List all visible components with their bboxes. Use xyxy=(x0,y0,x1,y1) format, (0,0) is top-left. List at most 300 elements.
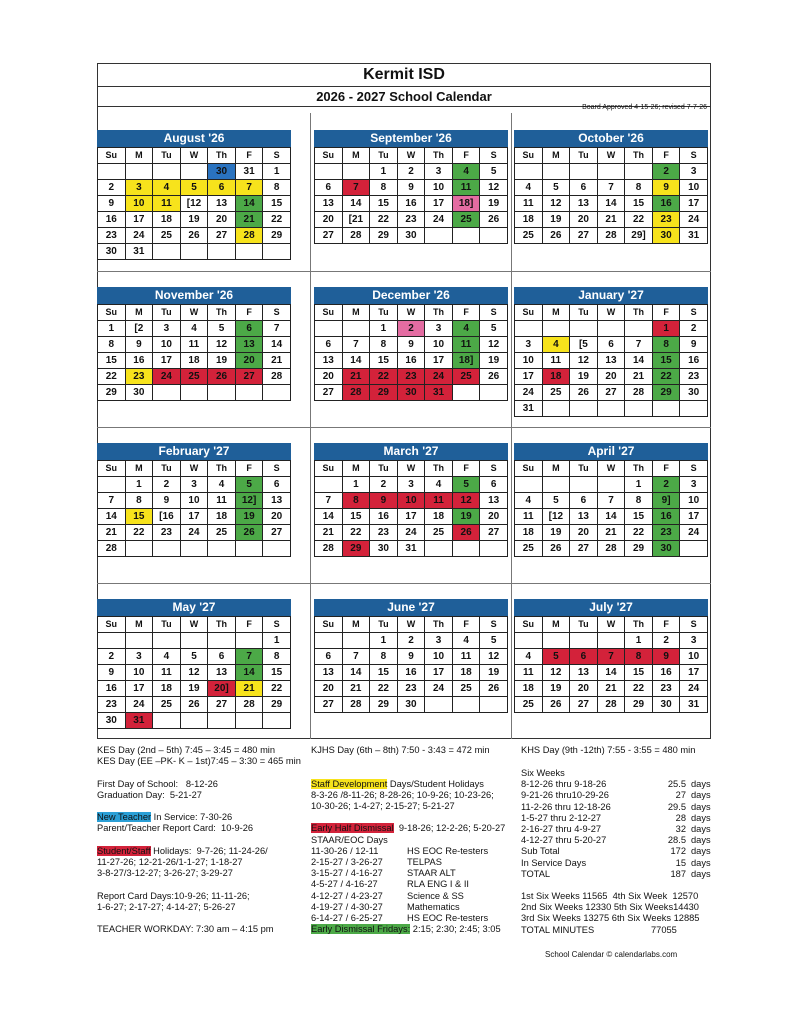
weekday-label: S xyxy=(263,305,291,321)
six-weeks-cell: In Service Days xyxy=(521,857,587,868)
day-cell: 17 xyxy=(125,212,153,228)
six-weeks-cell: 11-2-26 thru 12-18-26 xyxy=(521,801,611,812)
day-cell xyxy=(180,541,208,557)
day-cell: 21 xyxy=(342,681,370,697)
day-cell: 22 xyxy=(125,525,153,541)
weekday-label: Tu xyxy=(570,305,598,321)
day-cell: 24 xyxy=(425,369,453,385)
day-cell: 25 xyxy=(452,369,480,385)
day-cell: 6 xyxy=(570,649,598,665)
day-cell xyxy=(342,633,370,649)
weekday-label: Tu xyxy=(370,148,398,164)
day-cell: 30 xyxy=(652,228,680,244)
first-day: First Day of School: 8-12-26 xyxy=(97,778,218,789)
day-cell: 20 xyxy=(597,369,625,385)
day-cell: 2 xyxy=(397,321,425,337)
weekday-label: F xyxy=(452,148,480,164)
day-cell: 29 xyxy=(625,697,653,713)
six-weeks-cell: 187 xyxy=(670,868,686,879)
day-cell xyxy=(452,385,480,401)
day-cell: 30 xyxy=(125,385,153,401)
day-cell: 26 xyxy=(480,369,508,385)
day-cell: 9 xyxy=(680,337,708,353)
day-cell: 2 xyxy=(98,180,126,196)
weekday-label: Th xyxy=(425,617,453,633)
weekday-label: W xyxy=(597,617,625,633)
staar-title: STAAR/EOC Days xyxy=(311,834,388,845)
day-cell: 21 xyxy=(235,212,263,228)
day-cell: 21 xyxy=(597,212,625,228)
day-cell: 31 xyxy=(425,385,453,401)
day-cell: 15 xyxy=(370,353,398,369)
day-cell: 26 xyxy=(180,228,208,244)
day-cell: 10 xyxy=(125,665,153,681)
day-cell xyxy=(235,385,263,401)
day-cell: 13 xyxy=(315,196,343,212)
weekday-label: Th xyxy=(625,617,653,633)
day-cell: 11 xyxy=(515,665,543,681)
weekday-label: F xyxy=(652,617,680,633)
weekday-label: W xyxy=(597,305,625,321)
day-cell: 15 xyxy=(125,509,153,525)
day-cell: 10 xyxy=(425,649,453,665)
day-cell: 19 xyxy=(480,665,508,681)
day-cell: 28 xyxy=(342,385,370,401)
six-weeks-cell: days xyxy=(691,812,711,823)
month-9 xyxy=(97,599,291,729)
day-cell: 12 xyxy=(480,180,508,196)
day-cell: 24 xyxy=(125,697,153,713)
day-cell: 2 xyxy=(370,477,398,493)
day-cell: 5 xyxy=(480,164,508,180)
day-cell: 30 xyxy=(98,244,126,260)
day-cell: 20 xyxy=(480,509,508,525)
day-cell: 21 xyxy=(98,525,126,541)
day-cell xyxy=(180,633,208,649)
day-cell: 21 xyxy=(597,681,625,697)
weekday-label: S xyxy=(680,305,708,321)
day-cell: 11 xyxy=(425,493,453,509)
day-cell: 4 xyxy=(452,633,480,649)
day-cell: 1 xyxy=(625,633,653,649)
weekday-label: M xyxy=(342,461,370,477)
month-1 xyxy=(314,130,508,244)
day-cell: 19 xyxy=(480,353,508,369)
weekday-label: F xyxy=(452,617,480,633)
day-cell: 9 xyxy=(370,493,398,509)
month-3 xyxy=(97,287,291,401)
day-cell: 14 xyxy=(263,337,291,353)
day-cell: 7 xyxy=(597,493,625,509)
day-cell xyxy=(597,164,625,180)
day-cell: 19 xyxy=(235,509,263,525)
six-weeks-cell: days xyxy=(691,835,711,846)
day-cell: 3 xyxy=(425,321,453,337)
six-weeks-row xyxy=(521,835,711,846)
month-title: May '27 xyxy=(97,599,291,616)
day-cell: 10 xyxy=(515,353,543,369)
six-weeks-cell: 1-5-27 thru 2-12-27 xyxy=(521,812,602,823)
day-cell: 2 xyxy=(652,477,680,493)
weekday-label: Su xyxy=(515,617,543,633)
weekday-label: W xyxy=(180,461,208,477)
day-cell: 17 xyxy=(680,509,708,525)
month-title: August '26 xyxy=(97,130,291,147)
staff-dev-rest: Days/Student Holidays xyxy=(387,778,484,789)
weekday-label: Tu xyxy=(570,617,598,633)
day-cell: 4 xyxy=(153,649,181,665)
day-cell: 11 xyxy=(542,353,570,369)
day-cell: 21 xyxy=(235,681,263,697)
day-cell: 6 xyxy=(480,477,508,493)
day-cell: 16 xyxy=(98,681,126,697)
day-cell: 5 xyxy=(235,477,263,493)
day-cell: 1 xyxy=(263,164,291,180)
day-cell: 7 xyxy=(235,180,263,196)
day-cell: 6 xyxy=(315,649,343,665)
weekday-label: M xyxy=(125,461,153,477)
day-cell: 27 xyxy=(208,697,236,713)
day-cell: 23 xyxy=(125,369,153,385)
day-cell: 25 xyxy=(208,525,236,541)
day-cell: 15 xyxy=(652,353,680,369)
day-cell: 28 xyxy=(342,697,370,713)
day-cell: 2 xyxy=(652,164,680,180)
day-cell: 11 xyxy=(208,493,236,509)
staar-test: TELPAS xyxy=(407,857,442,868)
weekday-label: F xyxy=(235,617,263,633)
weekday-label: Su xyxy=(515,305,543,321)
minutes-row: 3rd Six Weeks 13275 6th Six Weeks 12885 xyxy=(521,913,700,924)
weekday-label: F xyxy=(652,305,680,321)
notes-left xyxy=(97,745,301,935)
day-cell: 30 xyxy=(652,697,680,713)
day-cell xyxy=(625,164,653,180)
day-cell: 6 xyxy=(315,180,343,196)
six-weeks-cell: Sub Total xyxy=(521,846,560,857)
day-cell: 3 xyxy=(425,633,453,649)
day-cell: [16 xyxy=(153,509,181,525)
day-cell: 12 xyxy=(480,649,508,665)
day-cell: 9 xyxy=(652,649,680,665)
day-cell: 10 xyxy=(180,493,208,509)
day-cell: 25 xyxy=(452,681,480,697)
weekday-label: Su xyxy=(98,461,126,477)
day-cell: 26 xyxy=(542,541,570,557)
day-cell xyxy=(315,164,343,180)
day-cell: 24 xyxy=(680,212,708,228)
day-cell: 3 xyxy=(397,477,425,493)
day-cell: 27 xyxy=(597,385,625,401)
day-cell: 25 xyxy=(515,541,543,557)
holidays-line-3: 3-8-27/3-12-27; 3-26-27; 3-29-27 xyxy=(97,868,233,879)
staar-test: RLA ENG I & II xyxy=(407,879,470,890)
day-cell xyxy=(208,541,236,557)
day-cell: 17 xyxy=(425,353,453,369)
day-cell: 11 xyxy=(180,337,208,353)
day-cell: 24 xyxy=(680,525,708,541)
day-cell xyxy=(208,244,236,260)
day-cell: 30 xyxy=(98,713,126,729)
day-cell: 7 xyxy=(263,321,291,337)
day-cell: 7 xyxy=(342,337,370,353)
six-weeks-cell: 15 xyxy=(675,857,686,868)
day-cell xyxy=(515,164,543,180)
weekday-label: S xyxy=(680,461,708,477)
six-weeks-cell: days xyxy=(691,824,711,835)
weekday-label: W xyxy=(397,148,425,164)
day-cell xyxy=(597,321,625,337)
day-cell: 10 xyxy=(425,337,453,353)
day-cell: 8 xyxy=(98,337,126,353)
month-title: April '27 xyxy=(514,443,708,460)
six-weeks-cell: days xyxy=(691,846,711,857)
six-weeks-cell: 172 xyxy=(670,846,686,857)
day-cell: 28 xyxy=(263,369,291,385)
footer-credit: School Calendar © calendarlabs.com xyxy=(545,950,678,959)
day-cell: 3 xyxy=(680,164,708,180)
day-cell: 17 xyxy=(180,509,208,525)
day-cell: 20 xyxy=(208,212,236,228)
weekday-label: S xyxy=(480,617,508,633)
kes-day-1: KES Day (2nd – 5th) 7:45 – 3:45 = 480 min xyxy=(97,745,276,755)
day-cell: 7 xyxy=(342,180,370,196)
day-cell: 10 xyxy=(125,196,153,212)
weekday-label: S xyxy=(480,461,508,477)
day-cell xyxy=(542,164,570,180)
holidays-line-1: Holidays: 9-7-26; 11-24-26/ xyxy=(150,845,268,856)
day-cell: [12 xyxy=(542,509,570,525)
weekday-label: Tu xyxy=(370,461,398,477)
day-cell xyxy=(180,164,208,180)
day-cell: 4 xyxy=(208,477,236,493)
day-cell: 22 xyxy=(370,369,398,385)
day-cell: 13 xyxy=(570,509,598,525)
day-cell xyxy=(235,633,263,649)
six-weeks-cell: 28 xyxy=(675,812,686,823)
month-0 xyxy=(97,130,291,260)
day-cell: 13 xyxy=(315,353,343,369)
weekday-label: M xyxy=(125,148,153,164)
minutes-row: 1st Six Weeks 11565 4th Six Week 12570 xyxy=(521,891,699,902)
day-cell: 7 xyxy=(625,337,653,353)
month-title: February '27 xyxy=(97,443,291,460)
day-cell: 15 xyxy=(370,665,398,681)
six-weeks-cell: days xyxy=(691,790,711,801)
day-cell: 23 xyxy=(370,525,398,541)
day-cell: 2 xyxy=(397,164,425,180)
day-cell xyxy=(425,228,453,244)
day-cell: 17 xyxy=(125,681,153,697)
day-cell: 15 xyxy=(625,509,653,525)
day-cell: 18 xyxy=(515,212,543,228)
day-cell: 12 xyxy=(180,665,208,681)
day-cell: 15 xyxy=(342,509,370,525)
day-cell: 28 xyxy=(625,385,653,401)
day-cell: 26 xyxy=(542,697,570,713)
staar-test: HS EOC Re-testers xyxy=(407,913,489,924)
day-cell: 14 xyxy=(342,665,370,681)
six-weeks-row xyxy=(521,790,711,801)
day-cell: 22 xyxy=(98,369,126,385)
day-cell xyxy=(263,713,291,729)
day-cell: 13 xyxy=(235,337,263,353)
weekday-label: M xyxy=(542,148,570,164)
minutes-row: 2nd Six Weeks 12330 5th Six Weeks14430 xyxy=(521,902,699,913)
day-cell: 7 xyxy=(342,649,370,665)
day-cell: 15 xyxy=(263,665,291,681)
weekday-label: Su xyxy=(315,148,343,164)
district-name: Kermit ISD xyxy=(363,66,445,83)
six-weeks-cell: 25.5 xyxy=(667,779,686,790)
day-cell: 4 xyxy=(180,321,208,337)
day-cell: [21 xyxy=(342,212,370,228)
day-cell: 31 xyxy=(125,244,153,260)
day-cell: 21 xyxy=(342,369,370,385)
day-cell: 6 xyxy=(208,180,236,196)
day-cell xyxy=(425,697,453,713)
day-cell: 3 xyxy=(425,164,453,180)
weekday-label: S xyxy=(480,148,508,164)
weekday-label: Tu xyxy=(153,305,181,321)
day-cell xyxy=(570,477,598,493)
weekday-label: Tu xyxy=(370,617,398,633)
day-cell: 22 xyxy=(370,212,398,228)
day-cell: 26 xyxy=(542,228,570,244)
day-cell: 12 xyxy=(208,337,236,353)
day-cell: 7 xyxy=(235,649,263,665)
day-cell: 6 xyxy=(208,649,236,665)
six-weeks-row xyxy=(521,813,711,824)
weekday-label: M xyxy=(125,617,153,633)
day-cell: 16 xyxy=(397,353,425,369)
day-cell: 26 xyxy=(452,525,480,541)
weekday-label: Th xyxy=(625,461,653,477)
day-cell: 31 xyxy=(125,713,153,729)
day-cell: 7 xyxy=(315,493,343,509)
khs-day: KHS Day (9th -12th) 7:55 - 3:55 = 480 min xyxy=(521,745,696,755)
day-cell: 16 xyxy=(680,353,708,369)
day-cell: 27 xyxy=(315,228,343,244)
day-cell xyxy=(597,401,625,417)
day-cell: 21 xyxy=(597,525,625,541)
weekday-label: Tu xyxy=(153,461,181,477)
day-cell: 15 xyxy=(370,196,398,212)
day-cell xyxy=(208,713,236,729)
student-staff-label: Student/Staff xyxy=(97,845,151,856)
graduation: Graduation Day: 5-21-27 xyxy=(97,789,202,800)
day-cell xyxy=(98,164,126,180)
day-cell: 21 xyxy=(263,353,291,369)
day-cell: 15 xyxy=(98,353,126,369)
day-cell: 4 xyxy=(425,477,453,493)
weekday-label: M xyxy=(542,461,570,477)
weekday-label: Tu xyxy=(570,461,598,477)
day-cell: 1 xyxy=(263,633,291,649)
month-title: July '27 xyxy=(514,599,708,616)
day-cell: 5 xyxy=(542,493,570,509)
notes-middle xyxy=(311,745,505,935)
early-dismissal-times: 2:15; 2:30; 2:45; 3:05 xyxy=(410,924,501,935)
six-weeks-row xyxy=(521,846,711,857)
month-title: October '26 xyxy=(514,130,708,147)
day-cell: 3 xyxy=(680,633,708,649)
calendar-title: 2026 - 2027 School Calendar xyxy=(316,89,492,104)
day-cell: 29] xyxy=(625,228,653,244)
day-cell: 28 xyxy=(235,697,263,713)
day-cell: 24 xyxy=(397,525,425,541)
day-cell: 21 xyxy=(315,525,343,541)
six-weeks-cell: days xyxy=(691,801,711,812)
weekday-label: W xyxy=(180,617,208,633)
weekday-label: S xyxy=(480,305,508,321)
weekday-label: F xyxy=(235,305,263,321)
day-cell: 29 xyxy=(263,228,291,244)
day-cell: 25 xyxy=(515,697,543,713)
day-cell: 23 xyxy=(680,369,708,385)
day-cell: 20] xyxy=(208,681,236,697)
day-cell xyxy=(208,385,236,401)
day-cell: 31 xyxy=(680,697,708,713)
weekday-label: M xyxy=(342,305,370,321)
day-cell: 14 xyxy=(235,196,263,212)
holidays-line-2: 11-27-26; 12-21-26/1-1-27; 1-18-27 xyxy=(97,857,243,868)
month-title: December '26 xyxy=(314,287,508,304)
teacher-workday: TEACHER WORKDAY: 7:30 am – 4:15 pm xyxy=(97,924,274,935)
kjhs-day: KJHS Day (6th – 8th) 7:50 - 3:43 = 472 min xyxy=(311,745,490,755)
day-cell: 26 xyxy=(208,369,236,385)
day-cell: 27 xyxy=(315,385,343,401)
day-cell: 28 xyxy=(315,541,343,557)
day-cell: 13 xyxy=(263,493,291,509)
staff-dev-line-2: 8-3-26 /8-11-26; 8-28-26; 10-9-26; 10-23-26; xyxy=(311,789,494,800)
day-cell xyxy=(542,321,570,337)
day-cell: 19 xyxy=(542,212,570,228)
six-weeks-cell: 32 xyxy=(675,824,686,835)
six-weeks-cell: 4-12-27 thru 5-20-27 xyxy=(521,835,607,846)
day-cell xyxy=(515,321,543,337)
staar-dates: 4-12-27 / 4-23-27 xyxy=(311,890,383,901)
day-cell: 14 xyxy=(342,196,370,212)
day-cell: 19 xyxy=(480,196,508,212)
new-teacher-label: New Teacher xyxy=(97,812,152,823)
weekday-label: Th xyxy=(208,461,236,477)
day-cell: 23 xyxy=(98,228,126,244)
day-cell: 5 xyxy=(542,649,570,665)
report-card-2: 1-6-27; 2-17-27; 4-14-27; 5-26-27 xyxy=(97,901,236,912)
day-cell: 5 xyxy=(180,180,208,196)
day-cell: 24 xyxy=(153,369,181,385)
day-cell: 23 xyxy=(652,212,680,228)
day-cell: 25 xyxy=(542,385,570,401)
day-cell xyxy=(480,228,508,244)
day-cell: 18 xyxy=(208,509,236,525)
day-cell xyxy=(98,633,126,649)
day-cell: 9 xyxy=(125,337,153,353)
weekday-label: F xyxy=(235,148,263,164)
month-5 xyxy=(514,287,708,417)
day-cell: 26 xyxy=(235,525,263,541)
day-cell: 29 xyxy=(370,228,398,244)
weekday-label: M xyxy=(125,305,153,321)
day-cell: 10 xyxy=(680,180,708,196)
day-cell xyxy=(425,541,453,557)
day-cell: 4 xyxy=(515,493,543,509)
weekday-label: Tu xyxy=(153,617,181,633)
day-cell xyxy=(180,244,208,260)
divider xyxy=(97,583,711,584)
day-cell: 14 xyxy=(315,509,343,525)
